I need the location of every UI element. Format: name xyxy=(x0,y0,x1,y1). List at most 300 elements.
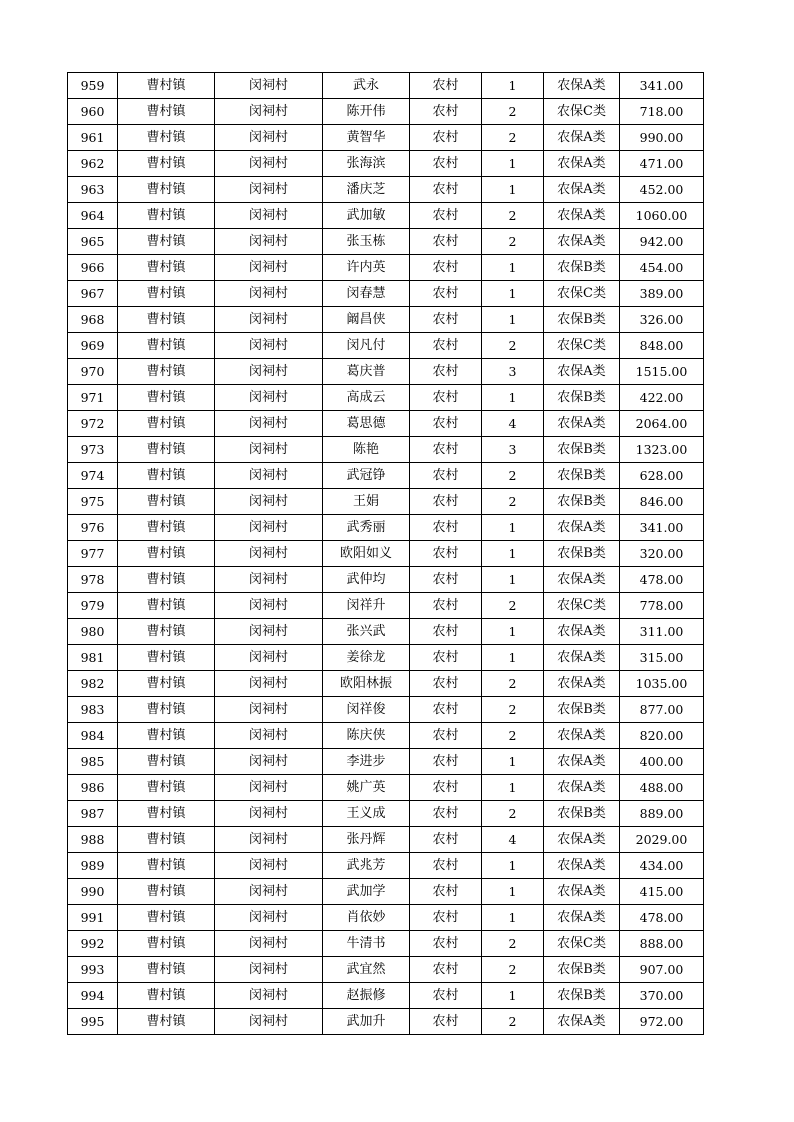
name-cell: 李进步 xyxy=(323,749,410,775)
row-number-cell: 974 xyxy=(68,463,118,489)
amount-cell: 471.00 xyxy=(620,151,704,177)
town-cell: 曹村镇 xyxy=(118,879,215,905)
village-cell: 闵祠村 xyxy=(215,775,323,801)
row-number-cell: 967 xyxy=(68,281,118,307)
category-cell: 农保A类 xyxy=(544,229,620,255)
amount-cell: 320.00 xyxy=(620,541,704,567)
area-type-cell: 农村 xyxy=(410,801,482,827)
name-cell: 武仲均 xyxy=(323,567,410,593)
category-cell: 农保B类 xyxy=(544,801,620,827)
village-cell: 闵祠村 xyxy=(215,749,323,775)
area-type-cell: 农村 xyxy=(410,697,482,723)
amount-cell: 778.00 xyxy=(620,593,704,619)
town-cell: 曹村镇 xyxy=(118,801,215,827)
town-cell: 曹村镇 xyxy=(118,359,215,385)
category-cell: 农保A类 xyxy=(544,853,620,879)
name-cell: 闵春慧 xyxy=(323,281,410,307)
name-cell: 武永 xyxy=(323,73,410,99)
household-size-cell: 2 xyxy=(482,203,544,229)
village-cell: 闵祠村 xyxy=(215,307,323,333)
category-cell: 农保A类 xyxy=(544,645,620,671)
row-number-cell: 969 xyxy=(68,333,118,359)
category-cell: 农保A类 xyxy=(544,515,620,541)
table-row xyxy=(68,73,704,99)
subsidy-table xyxy=(67,72,704,1035)
village-cell: 闵祠村 xyxy=(215,697,323,723)
row-number-cell: 984 xyxy=(68,723,118,749)
village-cell: 闵祠村 xyxy=(215,281,323,307)
category-cell: 农保C类 xyxy=(544,931,620,957)
name-cell: 武加敏 xyxy=(323,203,410,229)
category-cell: 农保A类 xyxy=(544,203,620,229)
row-number-cell: 981 xyxy=(68,645,118,671)
town-cell: 曹村镇 xyxy=(118,307,215,333)
category-cell: 农保A类 xyxy=(544,411,620,437)
subsidy-table-wrapper xyxy=(67,72,704,1035)
town-cell: 曹村镇 xyxy=(118,229,215,255)
area-type-cell: 农村 xyxy=(410,983,482,1009)
village-cell: 闵祠村 xyxy=(215,411,323,437)
category-cell: 农保B类 xyxy=(544,463,620,489)
table-row xyxy=(68,593,704,619)
amount-cell: 820.00 xyxy=(620,723,704,749)
category-cell: 农保A类 xyxy=(544,749,620,775)
amount-cell: 846.00 xyxy=(620,489,704,515)
village-cell: 闵祠村 xyxy=(215,99,323,125)
row-number-cell: 982 xyxy=(68,671,118,697)
table-row xyxy=(68,385,704,411)
town-cell: 曹村镇 xyxy=(118,203,215,229)
row-number-cell: 980 xyxy=(68,619,118,645)
table-row xyxy=(68,541,704,567)
area-type-cell: 农村 xyxy=(410,619,482,645)
row-number-cell: 979 xyxy=(68,593,118,619)
village-cell: 闵祠村 xyxy=(215,177,323,203)
row-number-cell: 991 xyxy=(68,905,118,931)
village-cell: 闵祠村 xyxy=(215,593,323,619)
household-size-cell: 2 xyxy=(482,931,544,957)
household-size-cell: 1 xyxy=(482,567,544,593)
amount-cell: 718.00 xyxy=(620,99,704,125)
village-cell: 闵祠村 xyxy=(215,1009,323,1035)
category-cell: 农保A类 xyxy=(544,905,620,931)
amount-cell: 942.00 xyxy=(620,229,704,255)
town-cell: 曹村镇 xyxy=(118,697,215,723)
town-cell: 曹村镇 xyxy=(118,489,215,515)
household-size-cell: 4 xyxy=(482,827,544,853)
amount-cell: 2029.00 xyxy=(620,827,704,853)
amount-cell: 1060.00 xyxy=(620,203,704,229)
town-cell: 曹村镇 xyxy=(118,957,215,983)
household-size-cell: 1 xyxy=(482,307,544,333)
category-cell: 农保B类 xyxy=(544,489,620,515)
row-number-cell: 986 xyxy=(68,775,118,801)
table-row xyxy=(68,801,704,827)
table-row xyxy=(68,151,704,177)
area-type-cell: 农村 xyxy=(410,593,482,619)
row-number-cell: 970 xyxy=(68,359,118,385)
amount-cell: 478.00 xyxy=(620,905,704,931)
table-row xyxy=(68,255,704,281)
area-type-cell: 农村 xyxy=(410,307,482,333)
category-cell: 农保B类 xyxy=(544,541,620,567)
village-cell: 闵祠村 xyxy=(215,203,323,229)
row-number-cell: 971 xyxy=(68,385,118,411)
row-number-cell: 959 xyxy=(68,73,118,99)
name-cell: 武宜然 xyxy=(323,957,410,983)
table-row xyxy=(68,671,704,697)
name-cell: 张兴武 xyxy=(323,619,410,645)
area-type-cell: 农村 xyxy=(410,645,482,671)
village-cell: 闵祠村 xyxy=(215,359,323,385)
category-cell: 农保B类 xyxy=(544,385,620,411)
amount-cell: 907.00 xyxy=(620,957,704,983)
household-size-cell: 1 xyxy=(482,775,544,801)
name-cell: 王义成 xyxy=(323,801,410,827)
row-number-cell: 962 xyxy=(68,151,118,177)
category-cell: 农保B类 xyxy=(544,437,620,463)
amount-cell: 341.00 xyxy=(620,73,704,99)
amount-cell: 452.00 xyxy=(620,177,704,203)
category-cell: 农保B类 xyxy=(544,255,620,281)
area-type-cell: 农村 xyxy=(410,931,482,957)
table-row xyxy=(68,827,704,853)
household-size-cell: 1 xyxy=(482,905,544,931)
area-type-cell: 农村 xyxy=(410,411,482,437)
town-cell: 曹村镇 xyxy=(118,125,215,151)
town-cell: 曹村镇 xyxy=(118,515,215,541)
village-cell: 闵祠村 xyxy=(215,73,323,99)
category-cell: 农保C类 xyxy=(544,281,620,307)
name-cell: 武加学 xyxy=(323,879,410,905)
town-cell: 曹村镇 xyxy=(118,151,215,177)
area-type-cell: 农村 xyxy=(410,749,482,775)
amount-cell: 454.00 xyxy=(620,255,704,281)
area-type-cell: 农村 xyxy=(410,567,482,593)
area-type-cell: 农村 xyxy=(410,333,482,359)
name-cell: 武兆芳 xyxy=(323,853,410,879)
amount-cell: 478.00 xyxy=(620,567,704,593)
table-row xyxy=(68,125,704,151)
household-size-cell: 1 xyxy=(482,541,544,567)
town-cell: 曹村镇 xyxy=(118,827,215,853)
area-type-cell: 农村 xyxy=(410,125,482,151)
category-cell: 农保A类 xyxy=(544,827,620,853)
household-size-cell: 4 xyxy=(482,411,544,437)
area-type-cell: 农村 xyxy=(410,255,482,281)
row-number-cell: 989 xyxy=(68,853,118,879)
name-cell: 陈艳 xyxy=(323,437,410,463)
table-row xyxy=(68,437,704,463)
amount-cell: 888.00 xyxy=(620,931,704,957)
area-type-cell: 农村 xyxy=(410,775,482,801)
amount-cell: 877.00 xyxy=(620,697,704,723)
area-type-cell: 农村 xyxy=(410,73,482,99)
category-cell: 农保A类 xyxy=(544,125,620,151)
area-type-cell: 农村 xyxy=(410,957,482,983)
table-row xyxy=(68,697,704,723)
town-cell: 曹村镇 xyxy=(118,567,215,593)
household-size-cell: 1 xyxy=(482,983,544,1009)
row-number-cell: 990 xyxy=(68,879,118,905)
name-cell: 欧阳如义 xyxy=(323,541,410,567)
household-size-cell: 2 xyxy=(482,801,544,827)
town-cell: 曹村镇 xyxy=(118,177,215,203)
village-cell: 闵祠村 xyxy=(215,957,323,983)
category-cell: 农保B类 xyxy=(544,957,620,983)
name-cell: 陈庆侠 xyxy=(323,723,410,749)
table-row xyxy=(68,359,704,385)
category-cell: 农保B类 xyxy=(544,307,620,333)
name-cell: 阚昌侠 xyxy=(323,307,410,333)
category-cell: 农保C类 xyxy=(544,99,620,125)
name-cell: 欧阳林振 xyxy=(323,671,410,697)
village-cell: 闵祠村 xyxy=(215,229,323,255)
household-size-cell: 1 xyxy=(482,73,544,99)
name-cell: 黄智华 xyxy=(323,125,410,151)
name-cell: 张玉栋 xyxy=(323,229,410,255)
household-size-cell: 1 xyxy=(482,385,544,411)
table-row xyxy=(68,957,704,983)
amount-cell: 1035.00 xyxy=(620,671,704,697)
household-size-cell: 1 xyxy=(482,879,544,905)
town-cell: 曹村镇 xyxy=(118,541,215,567)
household-size-cell: 2 xyxy=(482,99,544,125)
area-type-cell: 农村 xyxy=(410,853,482,879)
town-cell: 曹村镇 xyxy=(118,619,215,645)
village-cell: 闵祠村 xyxy=(215,463,323,489)
area-type-cell: 农村 xyxy=(410,879,482,905)
table-row xyxy=(68,229,704,255)
household-size-cell: 2 xyxy=(482,229,544,255)
area-type-cell: 农村 xyxy=(410,463,482,489)
table-row xyxy=(68,983,704,1009)
row-number-cell: 965 xyxy=(68,229,118,255)
table-row xyxy=(68,1009,704,1035)
town-cell: 曹村镇 xyxy=(118,905,215,931)
town-cell: 曹村镇 xyxy=(118,931,215,957)
area-type-cell: 农村 xyxy=(410,99,482,125)
area-type-cell: 农村 xyxy=(410,905,482,931)
amount-cell: 415.00 xyxy=(620,879,704,905)
name-cell: 许内英 xyxy=(323,255,410,281)
village-cell: 闵祠村 xyxy=(215,567,323,593)
row-number-cell: 993 xyxy=(68,957,118,983)
area-type-cell: 农村 xyxy=(410,203,482,229)
table-row xyxy=(68,723,704,749)
village-cell: 闵祠村 xyxy=(215,489,323,515)
area-type-cell: 农村 xyxy=(410,671,482,697)
household-size-cell: 1 xyxy=(482,619,544,645)
area-type-cell: 农村 xyxy=(410,385,482,411)
category-cell: 农保A类 xyxy=(544,359,620,385)
row-number-cell: 994 xyxy=(68,983,118,1009)
name-cell: 张海滨 xyxy=(323,151,410,177)
area-type-cell: 农村 xyxy=(410,229,482,255)
amount-cell: 848.00 xyxy=(620,333,704,359)
row-number-cell: 966 xyxy=(68,255,118,281)
area-type-cell: 农村 xyxy=(410,177,482,203)
town-cell: 曹村镇 xyxy=(118,853,215,879)
table-row xyxy=(68,619,704,645)
amount-cell: 972.00 xyxy=(620,1009,704,1035)
row-number-cell: 983 xyxy=(68,697,118,723)
name-cell: 姜徐龙 xyxy=(323,645,410,671)
category-cell: 农保C类 xyxy=(544,333,620,359)
area-type-cell: 农村 xyxy=(410,151,482,177)
household-size-cell: 2 xyxy=(482,1009,544,1035)
name-cell: 高成云 xyxy=(323,385,410,411)
household-size-cell: 2 xyxy=(482,723,544,749)
table-row xyxy=(68,931,704,957)
table-row xyxy=(68,905,704,931)
household-size-cell: 2 xyxy=(482,697,544,723)
row-number-cell: 985 xyxy=(68,749,118,775)
table-row xyxy=(68,879,704,905)
area-type-cell: 农村 xyxy=(410,359,482,385)
household-size-cell: 1 xyxy=(482,645,544,671)
amount-cell: 389.00 xyxy=(620,281,704,307)
amount-cell: 341.00 xyxy=(620,515,704,541)
table-row xyxy=(68,99,704,125)
village-cell: 闵祠村 xyxy=(215,541,323,567)
village-cell: 闵祠村 xyxy=(215,827,323,853)
area-type-cell: 农村 xyxy=(410,541,482,567)
village-cell: 闵祠村 xyxy=(215,515,323,541)
amount-cell: 370.00 xyxy=(620,983,704,1009)
village-cell: 闵祠村 xyxy=(215,645,323,671)
category-cell: 农保B类 xyxy=(544,697,620,723)
row-number-cell: 963 xyxy=(68,177,118,203)
town-cell: 曹村镇 xyxy=(118,333,215,359)
name-cell: 武加升 xyxy=(323,1009,410,1035)
town-cell: 曹村镇 xyxy=(118,99,215,125)
amount-cell: 2064.00 xyxy=(620,411,704,437)
category-cell: 农保A类 xyxy=(544,671,620,697)
village-cell: 闵祠村 xyxy=(215,151,323,177)
town-cell: 曹村镇 xyxy=(118,749,215,775)
village-cell: 闵祠村 xyxy=(215,983,323,1009)
household-size-cell: 1 xyxy=(482,749,544,775)
category-cell: 农保A类 xyxy=(544,775,620,801)
household-size-cell: 1 xyxy=(482,255,544,281)
village-cell: 闵祠村 xyxy=(215,801,323,827)
table-row xyxy=(68,333,704,359)
row-number-cell: 988 xyxy=(68,827,118,853)
category-cell: 农保A类 xyxy=(544,619,620,645)
village-cell: 闵祠村 xyxy=(215,931,323,957)
table-row xyxy=(68,749,704,775)
category-cell: 农保B类 xyxy=(544,983,620,1009)
amount-cell: 488.00 xyxy=(620,775,704,801)
name-cell: 葛庆普 xyxy=(323,359,410,385)
table-row xyxy=(68,853,704,879)
household-size-cell: 1 xyxy=(482,151,544,177)
name-cell: 张丹辉 xyxy=(323,827,410,853)
category-cell: 农保C类 xyxy=(544,593,620,619)
village-cell: 闵祠村 xyxy=(215,385,323,411)
name-cell: 赵振修 xyxy=(323,983,410,1009)
amount-cell: 889.00 xyxy=(620,801,704,827)
household-size-cell: 2 xyxy=(482,333,544,359)
row-number-cell: 973 xyxy=(68,437,118,463)
amount-cell: 315.00 xyxy=(620,645,704,671)
village-cell: 闵祠村 xyxy=(215,879,323,905)
category-cell: 农保A类 xyxy=(544,723,620,749)
amount-cell: 434.00 xyxy=(620,853,704,879)
household-size-cell: 2 xyxy=(482,671,544,697)
table-row xyxy=(68,177,704,203)
amount-cell: 311.00 xyxy=(620,619,704,645)
household-size-cell: 3 xyxy=(482,437,544,463)
name-cell: 闵祥升 xyxy=(323,593,410,619)
row-number-cell: 976 xyxy=(68,515,118,541)
area-type-cell: 农村 xyxy=(410,281,482,307)
table-row xyxy=(68,411,704,437)
amount-cell: 990.00 xyxy=(620,125,704,151)
village-cell: 闵祠村 xyxy=(215,905,323,931)
name-cell: 牛清书 xyxy=(323,931,410,957)
category-cell: 农保A类 xyxy=(544,177,620,203)
village-cell: 闵祠村 xyxy=(215,255,323,281)
household-size-cell: 2 xyxy=(482,125,544,151)
village-cell: 闵祠村 xyxy=(215,125,323,151)
village-cell: 闵祠村 xyxy=(215,333,323,359)
town-cell: 曹村镇 xyxy=(118,281,215,307)
town-cell: 曹村镇 xyxy=(118,385,215,411)
table-row xyxy=(68,463,704,489)
row-number-cell: 992 xyxy=(68,931,118,957)
village-cell: 闵祠村 xyxy=(215,853,323,879)
table-row xyxy=(68,645,704,671)
town-cell: 曹村镇 xyxy=(118,775,215,801)
table-row xyxy=(68,307,704,333)
category-cell: 农保A类 xyxy=(544,73,620,99)
table-row xyxy=(68,515,704,541)
row-number-cell: 968 xyxy=(68,307,118,333)
area-type-cell: 农村 xyxy=(410,827,482,853)
village-cell: 闵祠村 xyxy=(215,619,323,645)
category-cell: 农保A类 xyxy=(544,879,620,905)
village-cell: 闵祠村 xyxy=(215,671,323,697)
name-cell: 武秀丽 xyxy=(323,515,410,541)
town-cell: 曹村镇 xyxy=(118,671,215,697)
town-cell: 曹村镇 xyxy=(118,437,215,463)
category-cell: 农保A类 xyxy=(544,151,620,177)
household-size-cell: 2 xyxy=(482,489,544,515)
household-size-cell: 2 xyxy=(482,957,544,983)
row-number-cell: 987 xyxy=(68,801,118,827)
amount-cell: 422.00 xyxy=(620,385,704,411)
household-size-cell: 2 xyxy=(482,463,544,489)
table-row xyxy=(68,489,704,515)
amount-cell: 1323.00 xyxy=(620,437,704,463)
name-cell: 潘庆芝 xyxy=(323,177,410,203)
row-number-cell: 964 xyxy=(68,203,118,229)
table-body xyxy=(68,73,704,1035)
household-size-cell: 1 xyxy=(482,515,544,541)
village-cell: 闵祠村 xyxy=(215,723,323,749)
row-number-cell: 960 xyxy=(68,99,118,125)
town-cell: 曹村镇 xyxy=(118,983,215,1009)
row-number-cell: 995 xyxy=(68,1009,118,1035)
table-row xyxy=(68,567,704,593)
row-number-cell: 975 xyxy=(68,489,118,515)
name-cell: 陈开伟 xyxy=(323,99,410,125)
area-type-cell: 农村 xyxy=(410,723,482,749)
name-cell: 王娟 xyxy=(323,489,410,515)
category-cell: 农保A类 xyxy=(544,567,620,593)
